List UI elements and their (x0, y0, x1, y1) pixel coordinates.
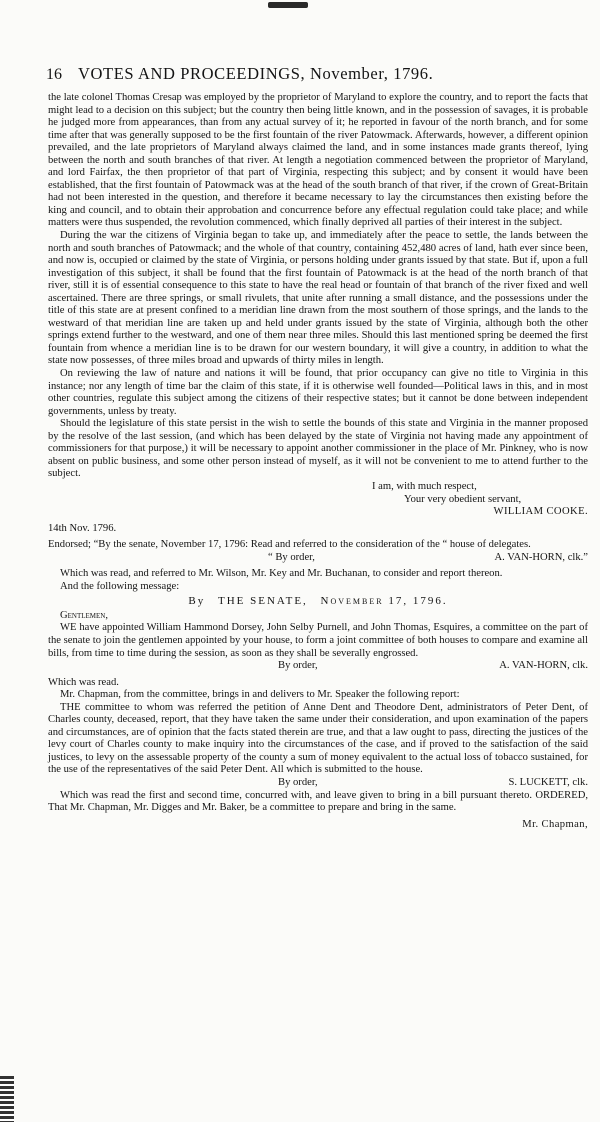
following-message: And the following message: (60, 580, 180, 592)
message-signoff (48, 660, 588, 673)
message-body: WE have appointed William Hammond Dorsey, John Selby Purnell, and John Thomas, Esquires, a committee on the part of the senate to join the gentlemen appointed by your house, to form a joint committee of both houses to compare and examine all bills, from time to time during the session, as soon as they shall be severally engrossed. (48, 622, 588, 659)
report-clerk: S. LUCKETT, clk. (508, 776, 588, 788)
message-clerk: A. VAN-HORN, clk. (499, 660, 588, 672)
endorsement-signoff (48, 552, 588, 565)
running-title: VOTES AND PROCEEDINGS, November, 1796. (78, 64, 434, 83)
page-header (46, 64, 586, 94)
message-by-order: By order, (278, 660, 318, 672)
date-line: 14th Nov. 1796. (48, 522, 117, 534)
paragraph-law-of-nations: On reviewing the law of nature and nations it will be found, that prior occupancy can give no title to Virginia in this instance; nor any length of time bar the claim of this state, if it is otherwise well founded—Political laws in this, and in most other countries, regulate this subject among the citizens of their respective states; but it cannot be done between independent governments, unless by treaty. (48, 368, 588, 417)
scan-mark (268, 2, 308, 8)
chapman-intro: Mr. Chapman, from the committee, brings in and delivers to Mr. Speaker the following report: (60, 689, 460, 701)
report-body: THE committee to whom was referred the petition of Anne Dent and Theodore Dent, administrators of Peter Dent, of Charles county, deceased, report, that they have taken the same under their consideration, and upon examination of the papers and circumstances, are of opinion that the facts stated therein are true, and that a law ought to pass, directing the justices of the levy court of Charles county to make inquiry into the circumstances of the case, and if proved to the satisfaction of the said justices, to levy on the assessable property of the county a sum of money equivalent to the actual loss of tobacco sustained, for the use of the representatives of the said Peter Dent. All which is submitted to the house. (48, 701, 588, 776)
which-was-read: Which was read. (48, 676, 119, 688)
senate-heading-by: By (188, 595, 206, 608)
message-salutation: Gentlemen, (60, 609, 109, 621)
report-signoff (48, 777, 588, 790)
senate-heading-title: THE SENATE, (217, 595, 308, 608)
senate-heading (48, 595, 588, 608)
paragraph-legislature: Should the legislature of this state persist in the wish to settle the bounds of this state and Virginia in the manner proposed by the resolve of the last session, (and which has been delayed by the state of Virginia not having made any appointment of commissioners for that purpose,) it will be necessary to appoint another commissioner in the place of Mr. Pinkney, who is now absent on public business, and some other person instead of myself, as it will not be convenient to me to attend further to the subject. (48, 418, 588, 480)
endorsement-clerk: A. VAN-HORN, clk.” (494, 551, 588, 563)
letter-close-respect: I am, with much respect, (372, 480, 477, 492)
endorsement-text: Endorsed; “By the senate, November 17, 1796: Read and referred to the consideration of the “ house of delegates. (48, 539, 531, 551)
catchword: Mr. Chapman, (522, 818, 588, 830)
endorsement-by-order: “ By order, (268, 551, 315, 563)
letter-close-servant: Your very obedient servant, (404, 493, 522, 505)
scan-edge-marks (0, 1076, 14, 1122)
paragraph-war: During the war the citizens of Virginia began to take up, and immediately after the peace to settle, the lands between the north and south branches of Patowmack; and the whole of that country, containing 452,480 acres of land, hath ever since been, and now is, occupied or claimed by the state of Virginia, or persons holding under grants issued by that state. But if, upon a full investigation of this subject, it shall be found that the first fountain of Patowmack is at the head of the north branch of that river, still it is of essential consequence to this state to have the real head or fountain of that branch of the river fixed and well ascertained. There are three springs, or small rivulets, that unite after running a small distance, and the possessions under the title of this state are at present confined to a meridian line drawn from the most southern of those springs, and the lands to the westward of that meridian line are taken up and held under grants issued by the state of Virginia, although both the other springs extend further to the westward, and one of them near three miles. Should this last mentioned spring be deemed the first fountain from whence a meridian line is to be drawn for our western boundary, it will give a country, in addition to what the state now possesses, of three miles broad and upwards of thirty miles in length. (48, 230, 588, 367)
closing-paragraph: Which was read the first and second time, concurred with, and leave given to bring in a bill pursuant thereto. ORDERED, That Mr. Chapman, Mr. Digges and Mr. Baker, be a committee to prepare and bring in the same. (48, 789, 588, 814)
referral-text: Which was read, and referred to Mr. Wilson, Mr. Key and Mr. Buchanan, to consider and report thereon. (60, 568, 503, 580)
page-body (48, 92, 588, 831)
report-by-order: By order, (278, 776, 318, 788)
page-number: 16 (46, 66, 62, 83)
senate-heading-date: November 17, 1796. (320, 595, 448, 608)
paragraph-cresap: the late colonel Thomas Cresap was employed by the proprietor of Maryland to explore the country, and to report the facts that might lead to a decision on this subject; but the country then being little known, and in the possession of savages, it is probable he judged more from appearances, than from any actual survey of it; he reported in favour of the north branch, and for some time after that was generally supposed to be the first fountain of the river Patowmack. Afterwards, however, a different opinion prevailed, and the late proprietors of Maryland always claimed the land, and in some instances made grants thereof, lying between the north and south branches of that river. At length a negotiation commenced between the proprietor of Maryland, and lord Fairfax, the then proprietor of that part of Virginia, respecting this subject; and by consent it would have been established, that the first fountain of Patowmack was at the head of the south branch of that river, if the crown of Great-Britain had not been interested in the question, and therefore it became necessary to lay the circumstances then existing before the king and council, and to obtain their approbation and concurrence before any effectual regulation could take place; and while matters were thus suspended, the revolution commenced, which finally deprived all parties of their interest in the subject. (48, 92, 588, 229)
signature-william-cooke: WILLIAM COOKE. (493, 506, 588, 518)
